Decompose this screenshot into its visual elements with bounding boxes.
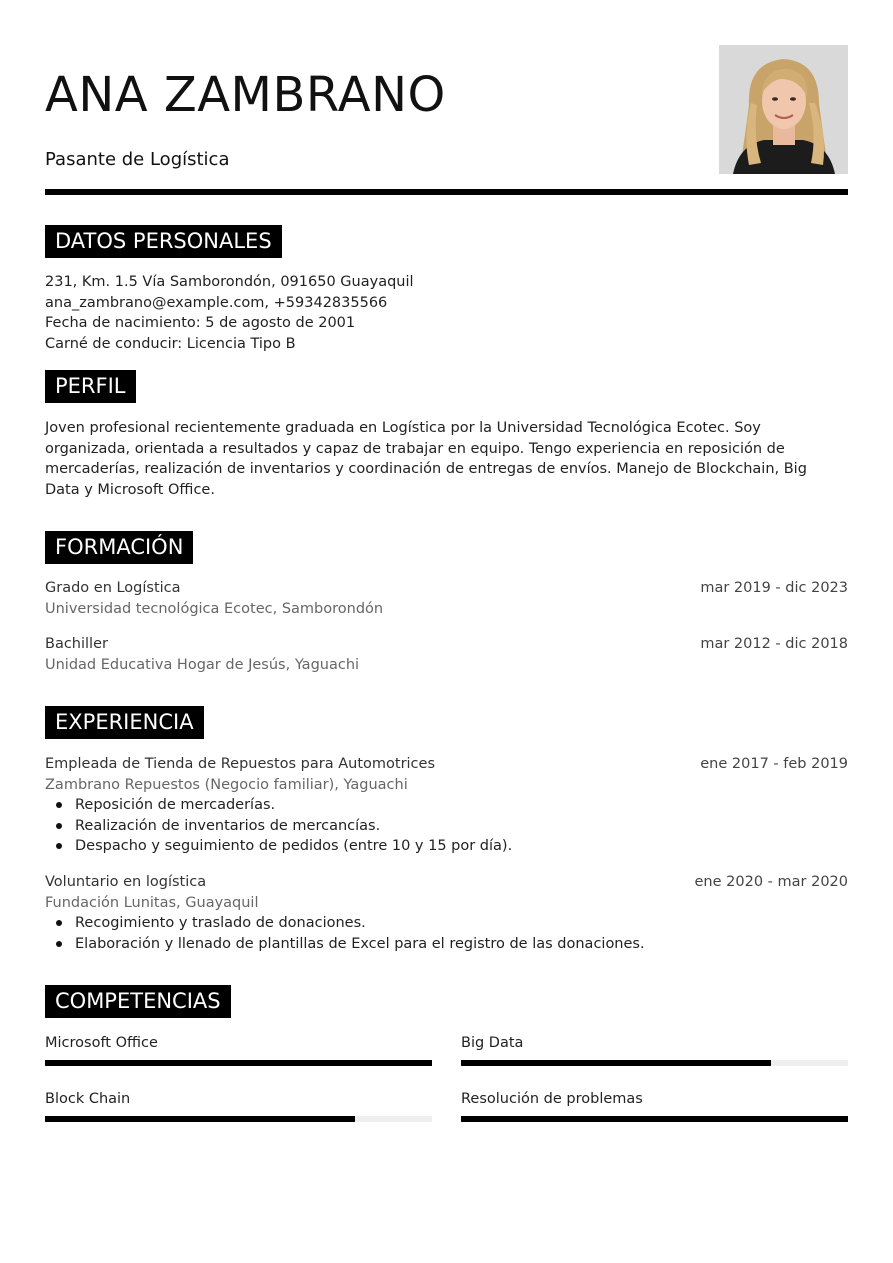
skill-item xyxy=(45,1033,432,1053)
birth-date: Fecha de nacimiento: 5 de agosto de 2001 xyxy=(45,315,356,332)
section-title-experience: EXPERIENCIA xyxy=(45,706,204,739)
skill-name: Microsoft Office xyxy=(45,1035,158,1051)
experience-entry xyxy=(45,872,848,954)
section-title-education: FORMACIÓN xyxy=(45,531,193,564)
skill-name: Resolución de problemas xyxy=(461,1091,643,1107)
section-title-personal: DATOS PERSONALES xyxy=(45,225,282,258)
list-item: Elaboración y llenado de plantillas de Excel para el registro de las donaciones. xyxy=(45,934,848,955)
skill-level-fill xyxy=(461,1060,771,1066)
education-dates: mar 2012 - dic 2018 xyxy=(700,636,848,652)
resume-header xyxy=(45,45,848,195)
contact-info: ana_zambrano@example.com, +59342835566 xyxy=(45,294,388,311)
skill-item xyxy=(461,1033,848,1053)
header-divider xyxy=(45,189,848,195)
school: Unidad Educativa Hogar de Jesús, Yaguachi xyxy=(45,656,360,673)
skill-item xyxy=(45,1089,432,1109)
employer: Zambrano Repuestos (Negocio familiar), Yaguachi xyxy=(45,776,408,793)
section-title-profile: PERFIL xyxy=(45,370,136,403)
driver-license: Carné de conducir: Licencia Tipo B xyxy=(45,335,296,352)
skill-level-fill xyxy=(45,1060,432,1066)
school: Universidad tecnológica Ecotec, Samborondón xyxy=(45,600,384,617)
profile-summary: Joven profesional recientemente graduada en Logística por la Universidad Tecnológica Ecotec. Soy organizada, orientada a resultados y capaz de trabajar en equipo. Tengo experiencia en reposición de mercaderías, realización de inventarios y coordinación de entregas de envíos. Manejo de Blockchain, Big Data y Microsoft Office. xyxy=(45,420,807,498)
degree: Grado en Logística xyxy=(45,580,181,596)
list-item: Reposición de mercaderías. xyxy=(45,795,848,816)
experience-dates: ene 2020 - mar 2020 xyxy=(694,874,848,890)
section-title-skills: COMPETENCIAS xyxy=(45,985,231,1018)
skill-level-track xyxy=(461,1060,848,1066)
list-item: Recogimiento y traslado de donaciones. xyxy=(45,913,848,934)
job-role: Empleada de Tienda de Repuestos para Automotrices xyxy=(45,756,436,772)
personal-details xyxy=(45,272,848,354)
skill-name: Block Chain xyxy=(45,1091,131,1107)
profile-photo xyxy=(719,45,848,174)
education-entry xyxy=(45,578,848,619)
experience-dates: ene 2017 - feb 2019 xyxy=(700,756,848,772)
list-item: Despacho y seguimiento de pedidos (entre 10 y 15 por día). xyxy=(45,836,848,857)
skill-level-fill xyxy=(461,1116,848,1122)
experience-entry xyxy=(45,754,848,857)
job-title: Pasante de Logística xyxy=(45,149,230,170)
skill-level-fill xyxy=(45,1116,355,1122)
skill-level-track xyxy=(45,1116,432,1122)
list-item: Realización de inventarios de mercancías. xyxy=(45,816,848,837)
skill-level-track xyxy=(45,1060,432,1066)
candidate-name: ANA ZAMBRANO xyxy=(45,67,446,123)
skill-level-track xyxy=(461,1116,848,1122)
responsibilities-list xyxy=(45,913,848,954)
education-dates: mar 2019 - dic 2023 xyxy=(700,580,848,596)
responsibilities-list xyxy=(45,795,848,857)
address: 231, Km. 1.5 Vía Samborondón, 091650 Guayaquil xyxy=(45,274,414,290)
degree: Bachiller xyxy=(45,636,108,652)
skill-item xyxy=(461,1089,848,1109)
education-entry xyxy=(45,634,848,675)
employer: Fundación Lunitas, Guayaquil xyxy=(45,894,259,911)
skill-name: Big Data xyxy=(461,1035,524,1051)
job-role: Voluntario en logística xyxy=(45,874,207,890)
